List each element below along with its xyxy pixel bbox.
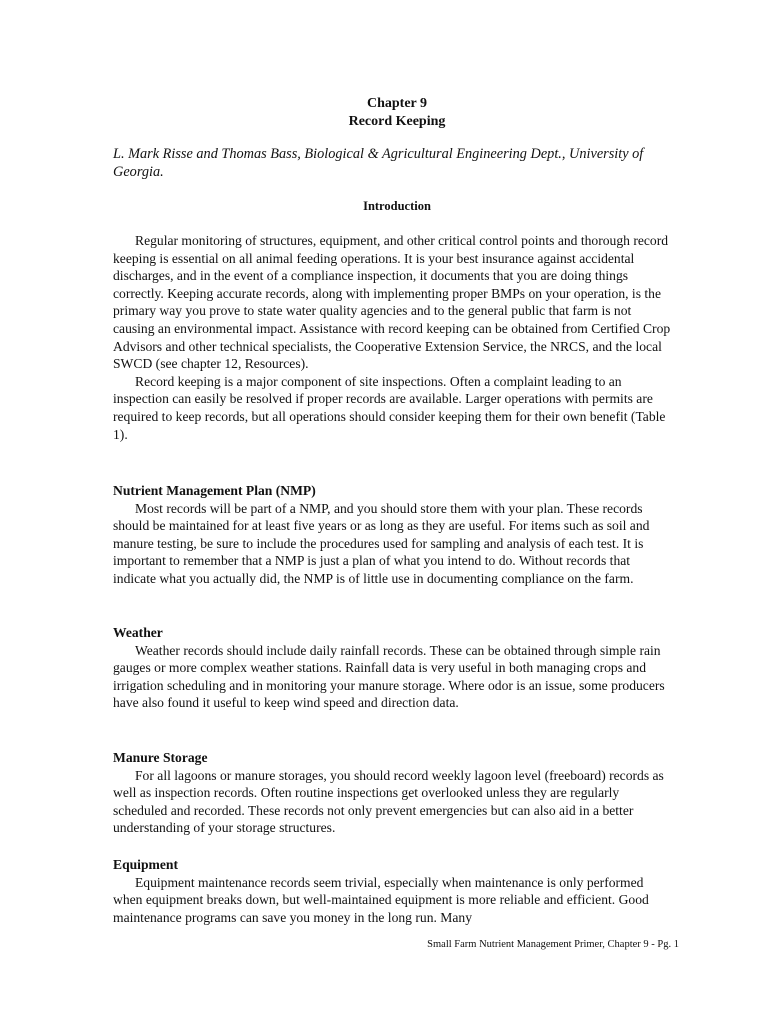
- weather-heading: Weather: [113, 625, 163, 640]
- manure-storage-heading: Manure Storage: [113, 750, 208, 765]
- equipment-section: [113, 856, 676, 926]
- weather-section: [113, 624, 676, 712]
- weather-paragraph: Weather records should include daily rainfall records. These can be obtained through simple rain gauges or more complex weather stations. Rainfall data is very useful in both managing crops and irrigation scheduling and in monitoring your manure storage. Where odor is an issue, some producers have also found it useful to keep wind speed and direction data.: [113, 642, 665, 711]
- manure-storage-paragraph: For all lagoons or manure storages, you should record weekly lagoon level (freeboard) records as well as inspection records. Often routine inspections get overlooked unless they are regularly scheduled and recorded. These records not only prevent emergencies but can also aid in a better understanding of your storage structures.: [113, 767, 664, 836]
- chapter-number: Chapter 9: [366, 96, 428, 111]
- authors-line: L. Mark Risse and Thomas Bass, Biological & Agricultural Engineering Dept., University of Georgia.: [113, 146, 644, 180]
- page-footer: Small Farm Nutrient Management Primer, Chapter 9 - Pg. 1: [427, 939, 679, 950]
- nmp-section: [113, 482, 676, 588]
- chapter-title: Record Keeping: [348, 114, 446, 129]
- manure-storage-section: [113, 749, 676, 837]
- introduction-heading: Introduction: [363, 199, 431, 213]
- introduction-section: [113, 232, 676, 443]
- equipment-heading: Equipment: [113, 857, 178, 872]
- introduction-paragraph-2: Record keeping is a major component of site inspections. Often a complaint leading to an inspection can easily be resolved if proper records are available. Larger operations with permits are required to keep records, but all operations should consider keeping them for their own benefit (Table 1).: [113, 373, 666, 442]
- nmp-heading: Nutrient Management Plan (NMP): [113, 483, 316, 498]
- equipment-paragraph: Equipment maintenance records seem trivial, especially when maintenance is only performed when equipment breaks down, but well-maintained equipment is more reliable and efficient. Good maintenance programs can save you money in the long run. Many: [113, 874, 649, 925]
- introduction-paragraph-1: Regular monitoring of structures, equipment, and other critical control points and thorough record keeping is essential on all animal feeding operations. It is your best insurance against accidental discharges, and in the event of a compliance inspection, it documents that you are doing things correctly. Keeping accurate records, along with implementing proper BMPs on your operation, is the primary way you prove to state water quality agencies and to the general public that farm is not causing an environmental impact. Assistance with record keeping can be obtained from Certified Crop Advisors and other technical specialists, the Cooperative Extension Service, the NRCS, and the local SWCD (see chapter 12, Resources).: [113, 233, 671, 372]
- chapter-heading: [0, 95, 770, 131]
- nmp-paragraph: Most records will be part of a NMP, and you should store them with your plan. These records should be maintained for at least five years or as long as they are useful. For items such as soil and manure testing, be sure to include the procedures used for sampling and analysis of each test. It is important to remember that a NMP is just a plan of what you intend to do. Without records that indicate what you actually did, the NMP is of little use in documenting compliance on the farm.: [113, 500, 650, 586]
